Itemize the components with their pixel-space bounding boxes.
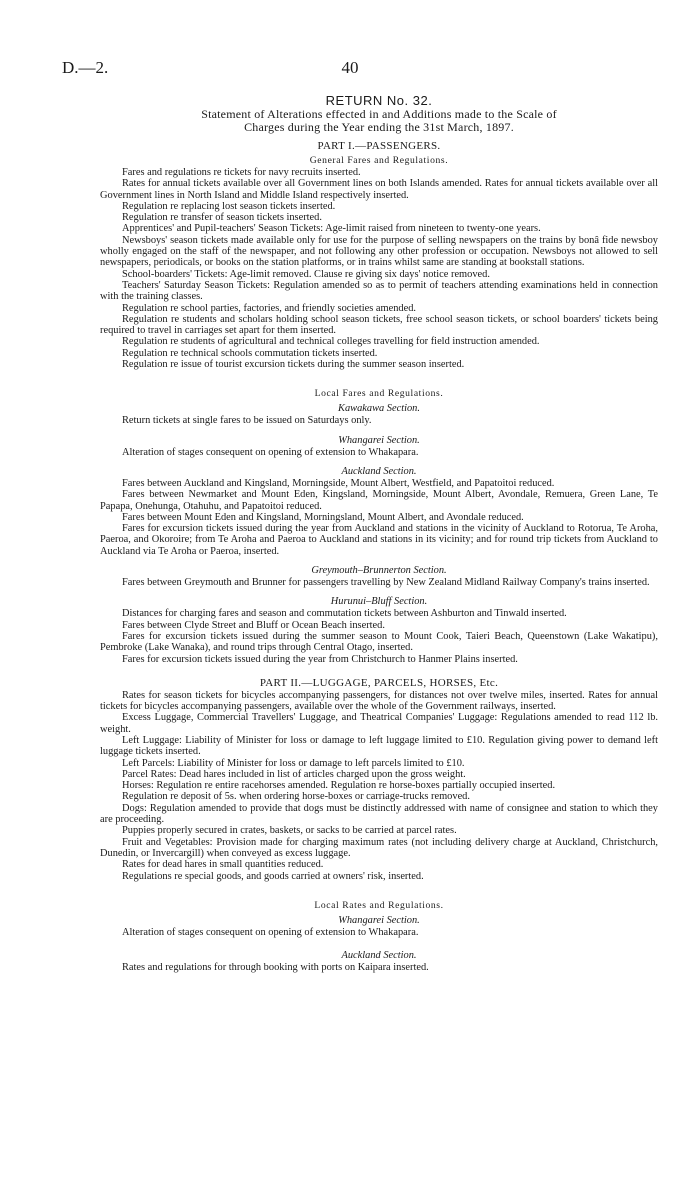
paragraph: Fares and regulations re tickets for navy recruits inserted.: [122, 167, 361, 178]
paragraph: Left Luggage: Liability of Minister for loss or damage to left luggage limited to £10. Regulation giving power to demand left luggage tickets inserted.: [100, 734, 658, 758]
paragraph: School-boarders' Tickets: Age-limit removed. Clause re giving six days' notice removed.: [122, 268, 490, 280]
paragraph: Regulation re students of agricultural and technical colleges travelling for field instruction amended.: [122, 336, 540, 348]
part-1-heading: PART I.—PASSENGERS.: [317, 140, 441, 152]
paragraph: Regulation re deposit of 5s. when ordering horse-boxes or carriage-trucks removed.: [122, 791, 470, 803]
section-heading: Hurunui–Bluff Section.: [330, 596, 428, 608]
local-fares-heading: Local Fares and Regulations.: [314, 388, 444, 400]
paragraph: Rates for dead hares in small quantities reduced.: [122, 859, 324, 871]
paragraph: Puppies properly secured in crates, baskets, or sacks to be carried at parcel rates.: [122, 825, 457, 837]
paragraph: Regulation re school parties, factories, and friendly societies amended.: [122, 302, 417, 314]
section-heading: Auckland Section.: [341, 465, 417, 477]
luggage-list: [100, 690, 658, 882]
page-body: [100, 94, 658, 973]
statement-line-1: Statement of Alterations effected in and Additions made to the Scale of: [201, 107, 557, 121]
paragraph: Parcel Rates: Dead hares included in list of articles charged upon the gross weight.: [122, 768, 466, 780]
paragraph: Apprentices' and Pupil-teachers' Season Tickets: Age-limit raised from nineteen to twenty-one years.: [122, 223, 541, 235]
section-heading: Kawakawa Section.: [338, 403, 420, 415]
paragraph: Regulations re special goods, and goods carried at owners' risk, inserted.: [122, 870, 424, 882]
paragraph: Alteration of stages consequent on opening of extension to Whakapara.: [122, 446, 419, 458]
paragraph: Excess Luggage, Commercial Travellers' Luggage, and Theatrical Companies' Luggage: Regulations amended to read 112 lb. weight.: [100, 712, 658, 735]
paragraph: Regulation re transfer of season tickets inserted.: [122, 212, 322, 224]
paragraph: Fares for excursion tickets issued during the year from Christchurch to Hanmer Plains inserted.: [122, 653, 518, 665]
statement-line-2: Charges during the Year ending the 31st March, 1897.: [244, 120, 514, 134]
section-heading: Auckland Section.: [341, 950, 417, 962]
paragraph: Rates and regulations for through booking with ports on Kaipara inserted.: [122, 962, 429, 974]
paragraph: Regulation re issue of tourist excursion tickets during the summer season inserted.: [122, 359, 465, 371]
document-reference: D.—2.: [62, 58, 109, 77]
paragraph: Fares between Newmarket and Mount Eden, Kingsland, Morningside, Mount Albert, Avondale, Remuera, Green Lane, Te Papapa, Onehunga, Otahuhu, and Papatoitoi reduced.: [100, 489, 658, 512]
paragraph: Fares between Auckland and Kingsland, Morningside, Mount Albert, Westfield, and Papatoitoi reduced.: [122, 477, 555, 489]
paragraph: Fares between Mount Eden and Kingsland, Morningsland, Mount Albert, and Avondale reduced.: [122, 511, 524, 523]
page-number: 40: [341, 58, 359, 77]
paragraph: Fares for excursion tickets issued during the summer season to Mount Cook, Taieri Beach, Queenstown (Lake Wakatipu), Pembroke (Lake Wanaka), and round trips through Central Otago, inserted.: [100, 630, 658, 654]
paragraph: Rates for annual tickets available over all Government lines on both Islands amended. Rates for annual tickets available over all Government lines in North Island and Middle Island respectively inserted.: [100, 178, 658, 201]
general-fares-list: [100, 167, 658, 370]
paragraph: Return tickets at single fares to be issued on Saturdays only.: [122, 415, 372, 427]
paragraph: Rates for season tickets for bicycles accompanying passengers, for distances not over twelve miles, inserted. Rates for annual tickets for bicycles accompanying passengers, available over the whole of the Government railways, inserted.: [100, 689, 658, 713]
section-heading: Whangarei Section.: [338, 914, 420, 926]
paragraph: Fares between Greymouth and Brunner for passengers travelling by New Zealand Midland Railway Company's trains inserted.: [122, 577, 650, 589]
paragraph: Regulation re students and scholars holding school season tickets, free school season tickets, or school boarders' tickets being required to travel in carriages set apart for them inserted.: [100, 313, 658, 337]
local-rates-sections: [100, 915, 658, 974]
part-2-heading: PART II.—LUGGAGE, PARCELS, HORSES, Etc.: [259, 676, 499, 689]
paragraph: Horses: Regulation re entire racehorses amended. Regulation re horse-boxes partially occupied inserted.: [122, 780, 556, 792]
paragraph: Distances for charging fares and season and commutation tickets between Ashburton and Tinwald inserted.: [122, 608, 567, 620]
paragraph: Fares between Clyde Street and Bluff or Ocean Beach inserted.: [122, 619, 385, 631]
paragraph: Left Parcels: Liability of Minister for loss or damage to left parcels limited to £10.: [122, 757, 465, 769]
general-fares-heading: General Fares and Regulations.: [309, 155, 449, 166]
paragraph: Regulation re technical schools commutation tickets inserted.: [122, 347, 378, 359]
paragraph: Regulation re replacing lost season tickets inserted.: [122, 200, 336, 212]
paragraph: Alteration of stages consequent on opening of extension to Whakapara.: [122, 926, 419, 938]
paragraph: Newsboys' season tickets made available only for use for the purpose of selling newspapers on the trains by bonâ fide newsboy wholly engaged on the staff of the newspaper, and not following any other profession or occupation. Newsboys not allowed to sell newspapers, periodicals, or books on the station platforms, or in trains whilst same are standing at bookstall stations.: [100, 234, 658, 269]
paragraph: Dogs: Regulation amended to provide that dogs must be distinctly addressed with name of consignee and station to which they are proceeding.: [100, 802, 658, 826]
paragraph: Teachers' Saturday Season Tickets: Regulation amended so as to permit of teachers attending examinations held in connection with the training classes.: [100, 279, 658, 303]
paragraph: Fruit and Vegetables: Provision made for charging maximum rates (not including delivery charge at Auckland, Christchurch, Dunedin, or Invercargill) when conveyed as excess luggage.: [100, 836, 658, 859]
section-heading: Greymouth–Brunnerton Section.: [311, 565, 447, 577]
local-fares-sections: [100, 403, 658, 664]
local-rates-heading: Local Rates and Regulations.: [314, 899, 444, 911]
return-title: RETURN No. 32.: [325, 93, 433, 108]
paragraph: Fares for excursion tickets issued during the year from Auckland and stations in the vicinity of Auckland to Rotorua, Te Aroha, Paeroa, and Okoroire; from Te Aroha and Paeroa to Auckland and stations in its vicinity; and for round trip tickets from Auckland to Auckland via Te Aroha or Paeroa, inserted.: [100, 523, 658, 557]
section-heading: Whangarei Section.: [338, 434, 420, 446]
